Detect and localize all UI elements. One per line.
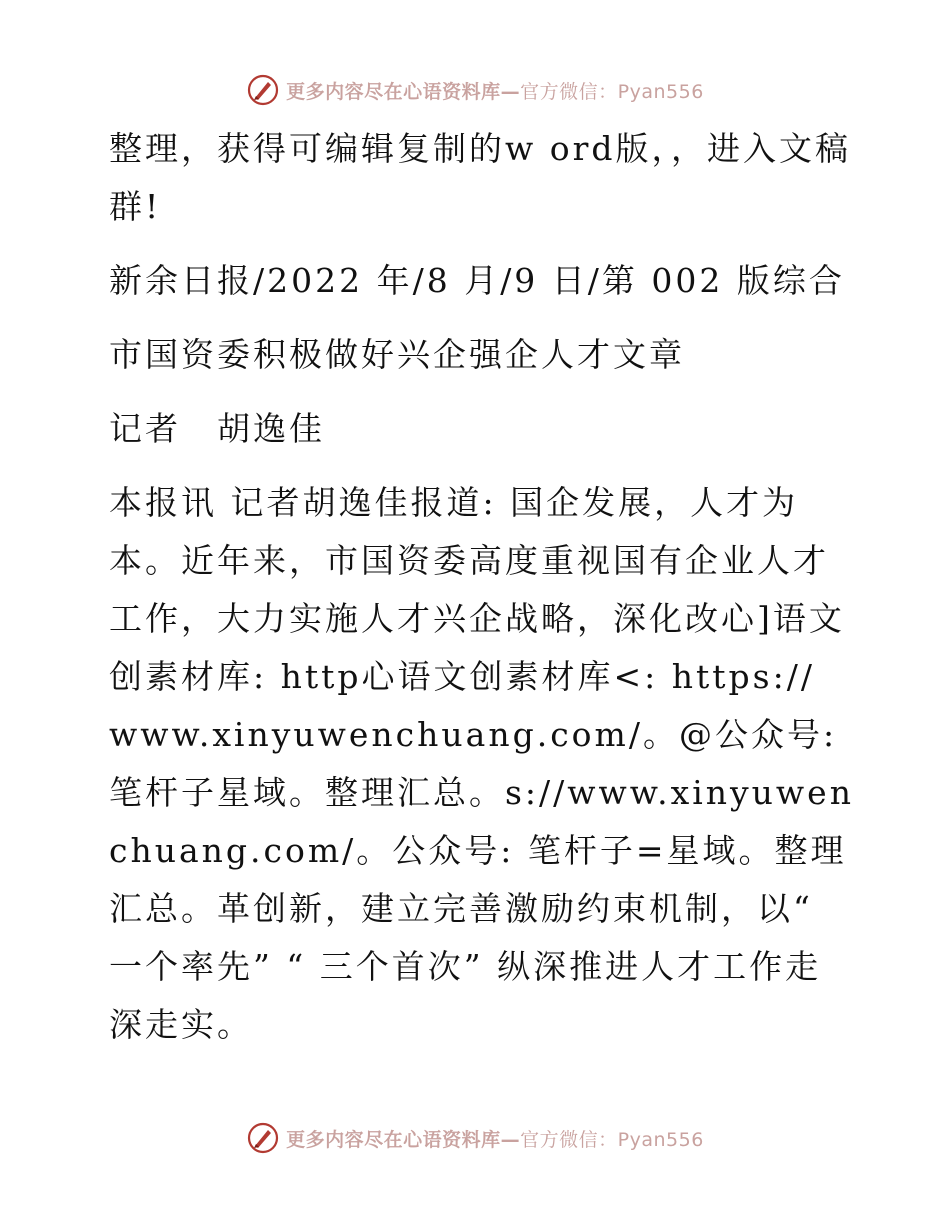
- document-body: [97, 120, 857, 1070]
- reporter-line: 记者 胡逸佳: [109, 409, 325, 448]
- watermark-text: [286, 77, 704, 104]
- watermark-text: [286, 1125, 704, 1152]
- watermark-main: 更多内容尽在心语资料库: [286, 80, 501, 103]
- watermark-main: 更多内容尽在心语资料库: [286, 1128, 501, 1151]
- quill-pen-icon: [246, 73, 280, 107]
- source-line: 新余日报/2022 年/8 月/9 日/第 002 版综合: [109, 261, 845, 300]
- article-paragraph: 本报讯 记者胡逸佳报道: 国企发展，人才为本。近年来，市国资委高度重视国有企业人才工作，大力实施人才兴企战略，深化改心]语文创素材库: http心语文创素材库<: https:// www.xinyuwenchuang.com/。@公众号: 笔杆子星域。整理汇总。s://www.xinyuwenchuang.com/。公众号: 笔杆子=星域。整理汇总。革创新，建立完善激励约束机制，以“ 一个率先” “ 三个首次” 纵深推进人才工作走深走实。: [109, 483, 854, 1044]
- header-watermark: [0, 70, 950, 110]
- footer-watermark: [0, 1118, 950, 1158]
- intro-line: 整理，获得可编辑复制的w ord版，，进入文稿群!: [109, 129, 852, 226]
- article-title: 市国资委积极做好兴企强企人才文章: [109, 335, 685, 374]
- watermark-dash: —: [500, 80, 521, 103]
- watermark-wechat: 官方微信：Pyan556: [520, 80, 704, 103]
- watermark-dash: —: [500, 1128, 521, 1151]
- watermark-wechat: 官方微信：Pyan556: [520, 1128, 704, 1151]
- quill-pen-icon: [246, 1121, 280, 1155]
